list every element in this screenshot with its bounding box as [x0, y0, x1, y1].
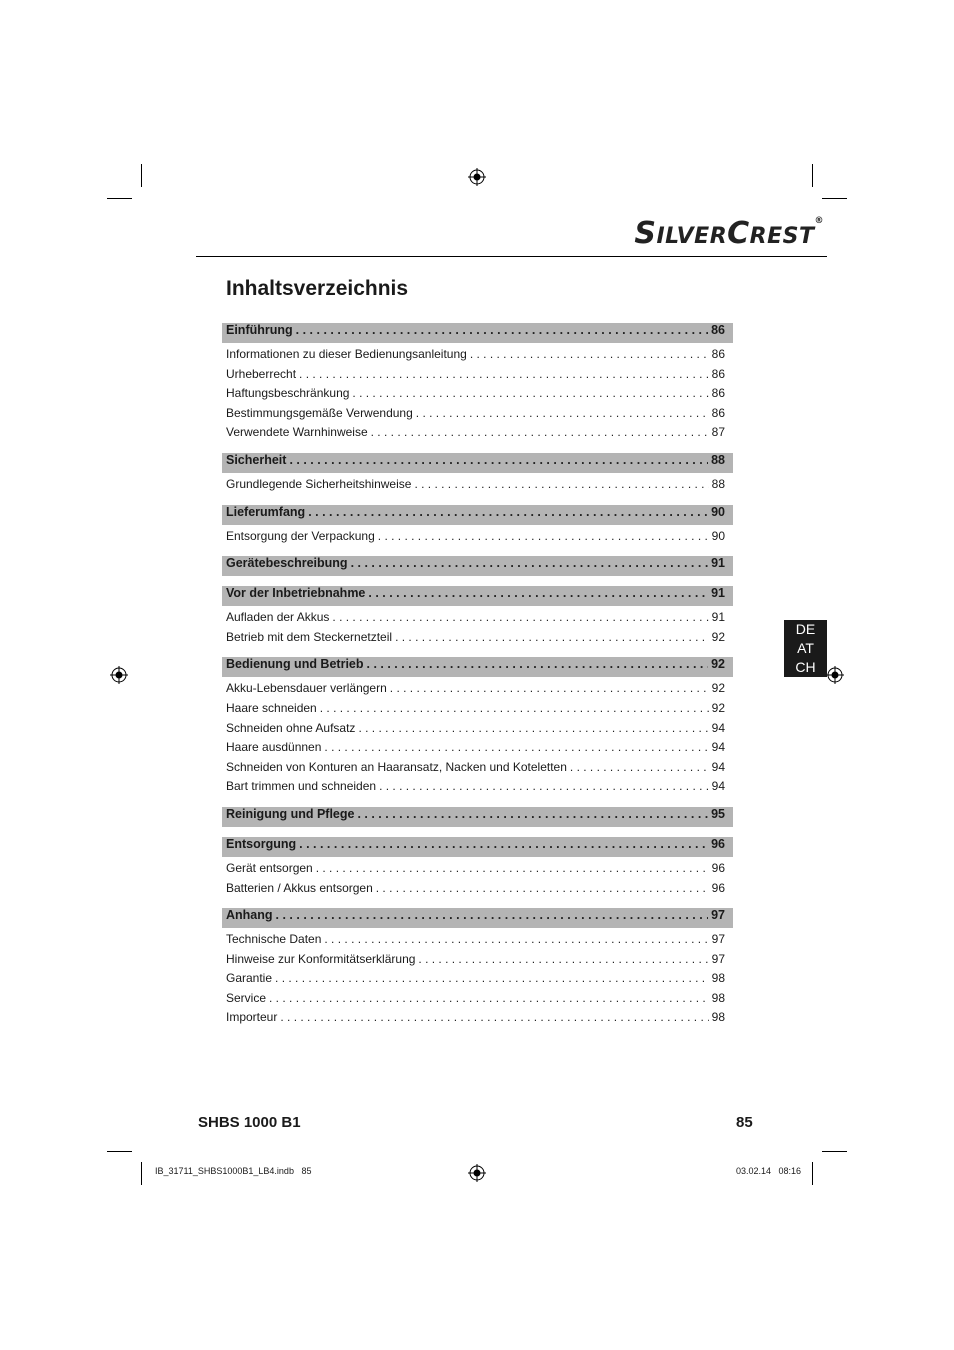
entry-title: Bestimmungsgemäße Verwendung — [226, 405, 413, 420]
toc-entry — [226, 777, 725, 797]
crop-mark — [812, 164, 813, 187]
page-title: Inhaltsverzeichnis — [226, 277, 409, 300]
entry-page: 86 — [711, 405, 725, 420]
registration-mark-icon — [826, 666, 844, 684]
leader-dots — [352, 384, 708, 404]
toc-entry — [226, 384, 725, 404]
entry-page: 90 — [711, 528, 725, 543]
leader-dots — [269, 989, 709, 1009]
entry-title: Technische Daten — [226, 932, 322, 947]
entry-page: 92 — [711, 700, 725, 715]
entry-page: 98 — [711, 971, 725, 986]
leader-dots — [332, 608, 708, 628]
entry-page: 87 — [711, 425, 725, 440]
entry-title: Betrieb mit dem Steckernetzteil — [226, 629, 393, 644]
entry-page: 96 — [711, 860, 725, 875]
toc-entry — [226, 758, 725, 778]
entry-page: 94 — [711, 740, 725, 755]
leader-dots — [390, 679, 709, 699]
registration-mark-icon — [110, 666, 128, 684]
leader-dots — [358, 719, 708, 739]
entry-page: 88 — [711, 476, 725, 491]
entry-title: Garantie — [226, 971, 273, 986]
toc-section-heading — [222, 807, 733, 827]
leader-dots — [296, 323, 708, 337]
crop-mark — [822, 1151, 847, 1152]
entry-page: 94 — [711, 759, 725, 774]
toc-items — [222, 857, 733, 898]
toc-section-heading — [222, 837, 733, 857]
toc-entry — [226, 699, 725, 719]
toc-entry — [226, 608, 725, 628]
entry-page: 94 — [711, 779, 725, 794]
entry-title: Importeur — [226, 1010, 278, 1025]
entry-page: 92 — [711, 681, 725, 696]
leader-dots — [379, 777, 709, 797]
toc-entry — [226, 1008, 725, 1028]
leader-dots — [395, 628, 709, 648]
section-title: Lieferumfang — [226, 504, 306, 519]
print-slug-date: 03.02.14 08:16 — [736, 1166, 802, 1176]
entry-title: Haare schneiden — [226, 700, 317, 715]
toc-entry — [226, 859, 725, 879]
entry-page: 97 — [711, 951, 725, 966]
crop-mark — [141, 164, 142, 187]
leader-dots — [371, 423, 709, 443]
toc-entry — [226, 628, 725, 648]
toc-section-heading — [222, 586, 733, 606]
brand-logo: SILVERCREST® — [634, 216, 824, 251]
leader-dots — [570, 758, 709, 778]
entry-page: 86 — [711, 386, 725, 401]
toc-section-heading — [222, 657, 733, 677]
section-page: 86 — [711, 323, 725, 337]
country-code: CH — [795, 659, 816, 675]
leader-dots — [324, 930, 708, 950]
section-page: 96 — [711, 836, 725, 851]
leader-dots — [470, 345, 709, 365]
toc-entry — [226, 475, 725, 495]
section-page: 91 — [711, 586, 725, 601]
section-page: 92 — [711, 657, 725, 672]
leader-dots — [378, 527, 709, 547]
toc-items — [222, 525, 733, 547]
toc-section-heading — [222, 908, 733, 928]
entry-page: 96 — [711, 880, 725, 895]
toc-entry — [226, 345, 725, 365]
crop-mark — [141, 1162, 142, 1185]
entry-page: 92 — [711, 629, 725, 644]
toc-entry — [226, 989, 725, 1009]
entry-title: Informationen zu dieser Bedienungsanleitung — [226, 347, 467, 361]
section-page: 91 — [711, 556, 725, 571]
section-title: Reinigung und Pflege — [226, 806, 355, 821]
country-tab — [784, 620, 827, 677]
entry-title: Batterien / Akkus entsorgen — [226, 880, 373, 895]
leader-dots — [418, 950, 708, 970]
toc-section-heading — [222, 323, 733, 343]
entry-page: 86 — [711, 366, 725, 381]
section-title: Einführung — [226, 323, 293, 337]
toc-section-heading — [222, 453, 733, 473]
entry-title: Aufladen der Akkus — [226, 610, 330, 625]
crop-mark — [812, 1162, 813, 1185]
leader-dots — [320, 699, 709, 719]
entry-title: Urheberrecht — [226, 366, 297, 381]
section-title: Bedienung und Betrieb — [226, 657, 364, 672]
toc-entry — [226, 879, 725, 899]
toc-items — [222, 343, 733, 443]
section-page: 97 — [711, 908, 725, 923]
registration-mark-icon — [468, 1164, 486, 1182]
registration-mark-icon — [468, 168, 486, 186]
leader-dots — [357, 807, 708, 821]
section-title: Sicherheit — [226, 452, 287, 467]
section-page: 95 — [711, 806, 725, 821]
country-code: AT — [797, 640, 814, 656]
toc-items — [222, 928, 733, 1028]
toc-entry — [226, 365, 725, 385]
section-title: Entsorgung — [226, 836, 297, 851]
leader-dots — [299, 365, 709, 385]
entry-page: 91 — [711, 610, 725, 625]
leader-dots — [414, 475, 708, 495]
leader-dots — [416, 404, 709, 424]
entry-title: Haare ausdünnen — [226, 740, 322, 755]
entry-title: Gerät entsorgen — [226, 860, 313, 875]
leader-dots — [351, 556, 709, 570]
leader-dots — [308, 505, 708, 519]
entry-page: 98 — [711, 990, 725, 1005]
toc-entry — [226, 950, 725, 970]
toc-entry — [226, 738, 725, 758]
toc-entry — [226, 423, 725, 443]
leader-dots — [289, 453, 708, 467]
header-rule — [196, 256, 827, 257]
section-title: Gerätebeschreibung — [226, 556, 348, 571]
section-page: 90 — [711, 504, 725, 519]
toc-entry — [226, 527, 725, 547]
toc-items — [222, 677, 733, 797]
toc-section-heading — [222, 505, 733, 525]
toc-entry — [226, 719, 725, 739]
leader-dots — [280, 1008, 708, 1028]
country-code: DE — [795, 621, 816, 637]
entry-title: Hinweise zur Konformitätserklärung — [226, 951, 416, 966]
entry-page: 86 — [711, 347, 725, 361]
table-of-contents — [222, 323, 733, 1028]
crop-mark — [107, 1151, 132, 1152]
entry-title: Schneiden von Konturen an Haaransatz, Nacken und Koteletten — [226, 759, 567, 774]
leader-dots — [275, 969, 709, 989]
toc-entry — [226, 679, 725, 699]
entry-title: Grundlegende Sicherheitshinweise — [226, 476, 412, 491]
entry-page: 98 — [711, 1010, 725, 1025]
entry-title: Schneiden ohne Aufsatz — [226, 720, 356, 735]
toc-section-heading — [222, 556, 733, 576]
toc-entry — [226, 930, 725, 950]
leader-dots — [324, 738, 708, 758]
entry-title: Entsorgung der Verpackung — [226, 528, 375, 543]
leader-dots — [316, 859, 709, 879]
entry-title: Akku-Lebensdauer verlängern — [226, 681, 387, 696]
footer-page-number: 85 — [736, 1114, 753, 1131]
section-title: Anhang — [226, 908, 273, 923]
footer-model: SHBS 1000 B1 — [198, 1114, 301, 1131]
toc-entry — [226, 969, 725, 989]
crop-mark — [107, 198, 132, 199]
section-page: 88 — [711, 452, 725, 467]
toc-items — [222, 606, 733, 647]
entry-title: Service — [226, 990, 267, 1005]
entry-title: Haftungsbeschränkung — [226, 386, 350, 401]
entry-title: Bart trimmen und schneiden — [226, 779, 377, 794]
leader-dots — [276, 908, 709, 922]
leader-dots — [299, 837, 708, 851]
toc-items — [222, 473, 733, 495]
section-title: Vor der Inbetriebnahme — [226, 586, 366, 601]
entry-page: 97 — [711, 932, 725, 947]
crop-mark — [822, 198, 847, 199]
leader-dots — [368, 586, 708, 600]
leader-dots — [376, 879, 709, 899]
entry-page: 94 — [711, 720, 725, 735]
toc-entry — [226, 404, 725, 424]
leader-dots — [367, 657, 709, 671]
print-slug-file: IB_31711_SHBS1000B1_LB4.indb 85 — [155, 1166, 312, 1176]
entry-title: Verwendete Warnhinweise — [226, 425, 368, 440]
